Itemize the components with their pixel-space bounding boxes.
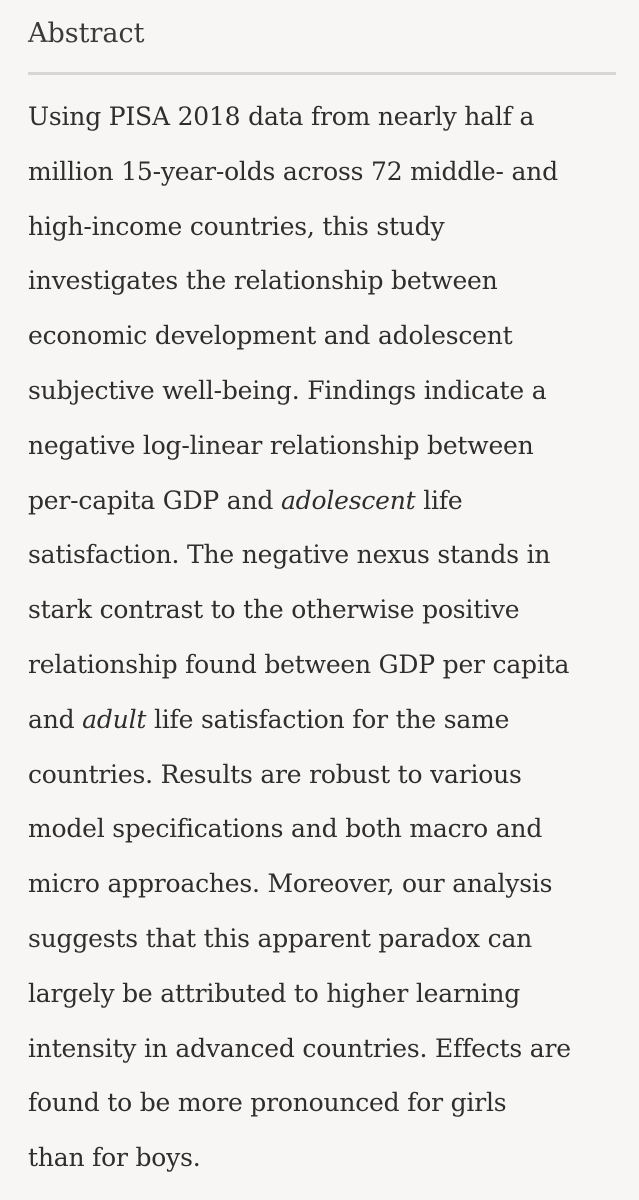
heading-divider — [28, 72, 616, 75]
abstract-line — [28, 748, 628, 803]
abstract-line — [28, 638, 628, 693]
abstract-line — [28, 912, 628, 967]
emphasis-adolescent: adolescent — [280, 485, 416, 515]
abstract-line — [28, 419, 628, 474]
abstract-line — [28, 967, 628, 1022]
abstract-line-text: largely be attributed to higher learning — [28, 978, 521, 1008]
abstract-line — [28, 1022, 628, 1077]
abstract-line — [28, 802, 628, 857]
abstract-line-text: and — [28, 704, 83, 734]
abstract-line-text: Using PISA 2018 data from nearly half a — [28, 102, 535, 131]
abstract-line-text: high-income countries, this study — [28, 211, 445, 241]
abstract-line — [28, 528, 628, 583]
abstract-line — [28, 474, 628, 529]
abstract-text — [28, 90, 628, 1186]
abstract-line-text: model specifications and both macro and — [28, 814, 543, 844]
abstract-line-text: countries. Results are robust to various — [28, 759, 522, 789]
abstract-line — [28, 200, 628, 255]
abstract-line-text: negative log-linear relationship between — [28, 430, 534, 460]
abstract-line-text: life satisfaction for the same — [146, 704, 510, 734]
abstract-line-text: economic development and adolescent — [28, 321, 513, 351]
abstract-line — [28, 145, 628, 200]
abstract-line — [28, 1131, 628, 1186]
abstract-line-text: satisfaction. The negative nexus stands in — [28, 540, 551, 570]
abstract-line — [28, 693, 628, 748]
abstract-line-text: micro approaches. Moreover, our analysis — [28, 869, 553, 899]
section-heading: Abstract — [28, 18, 145, 49]
abstract-line-text: suggests that this apparent paradox can — [28, 923, 533, 953]
abstract-line — [28, 90, 628, 145]
abstract-line — [28, 254, 628, 309]
abstract-line-text: per-capita GDP and — [28, 485, 281, 515]
abstract-line-text: million 15-year-olds across 72 middle- and — [28, 156, 558, 186]
abstract-line-text: subjective well-being. Findings indicate a — [28, 375, 547, 405]
abstract-line — [28, 309, 628, 364]
abstract-line-text: relationship found between GDP per capita — [28, 649, 570, 679]
abstract-line — [28, 364, 628, 419]
abstract-line-text: intensity in advanced countries. Effects are — [28, 1033, 571, 1063]
abstract-line — [28, 583, 628, 638]
abstract-line-text: than for boys. — [28, 1143, 201, 1173]
abstract-line-text: stark contrast to the otherwise positive — [28, 595, 520, 625]
abstract-line — [28, 1076, 628, 1131]
emphasis-adult: adult — [82, 704, 147, 734]
abstract-line-text: investigates the relationship between — [28, 266, 498, 296]
abstract-line-text: life — [415, 485, 463, 515]
abstract-line — [28, 857, 628, 912]
abstract-line-text: found to be more pronounced for girls — [28, 1088, 507, 1118]
